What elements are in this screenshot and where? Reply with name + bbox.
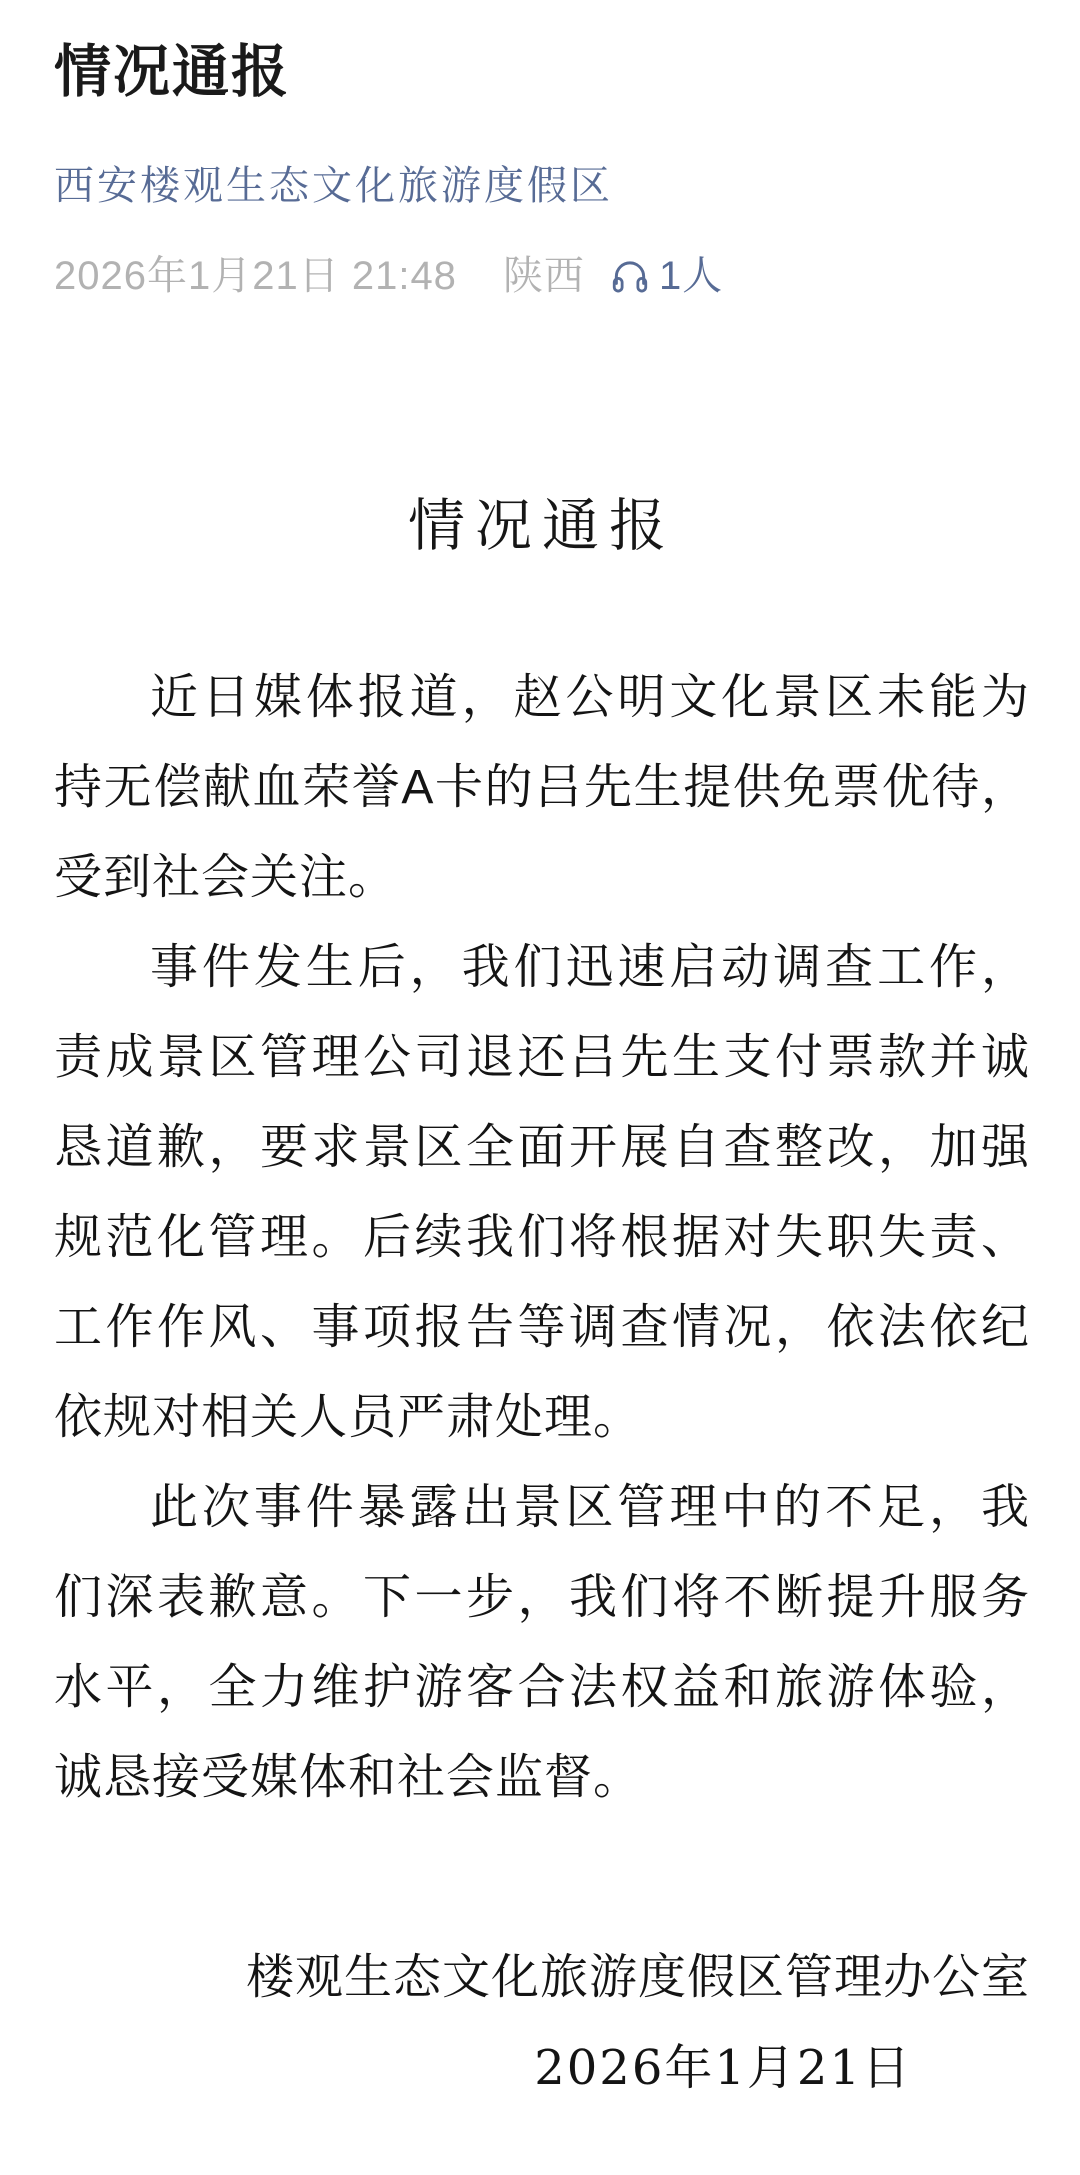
notice-date: 2026年1月21日 bbox=[534, 2039, 912, 2096]
article-meta-row bbox=[54, 252, 1030, 300]
notice-paragraph: 近日媒体报道，赵公明文化景区未能为持无偿献血荣誉A卡的吕先生提供免票优待，受到社会关注。 bbox=[54, 670, 1030, 904]
notice-heading: 情况通报 bbox=[408, 494, 676, 559]
notice-signature: 楼观生态文化旅游度假区管理办公室 bbox=[245, 1950, 1030, 2004]
notice-body bbox=[54, 653, 1030, 1823]
publish-datetime: 2026年1月21日 21:48 bbox=[54, 254, 457, 299]
listen-button[interactable] bbox=[609, 252, 723, 300]
source-account-link[interactable]: 西安楼观生态文化旅游度假区 bbox=[54, 164, 613, 209]
notice-paragraph: 此次事件暴露出景区管理中的不足，我们深表歉意。下一步，我们将不断提升服务水平，全力维护游客合法权益和旅游体验，诚恳接受媒体和社会监督。 bbox=[54, 1480, 1030, 1804]
notice-document bbox=[54, 492, 1030, 2112]
notice-paragraph: 事件发生后，我们迅速启动调查工作，责成景区管理公司退还吕先生支付票款并诚恳道歉，要求景区全面开展自查整改，加强规范化管理。后续我们将根据对失职失责、工作作风、事项报告等调查情况，依法依纪依规对相关人员严肃处理。 bbox=[54, 940, 1030, 1444]
publish-region: 陕西 bbox=[502, 254, 585, 299]
headphones-icon bbox=[609, 255, 659, 297]
listen-count: 1人 bbox=[658, 254, 724, 299]
article-title: 情况通报 bbox=[54, 40, 290, 104]
